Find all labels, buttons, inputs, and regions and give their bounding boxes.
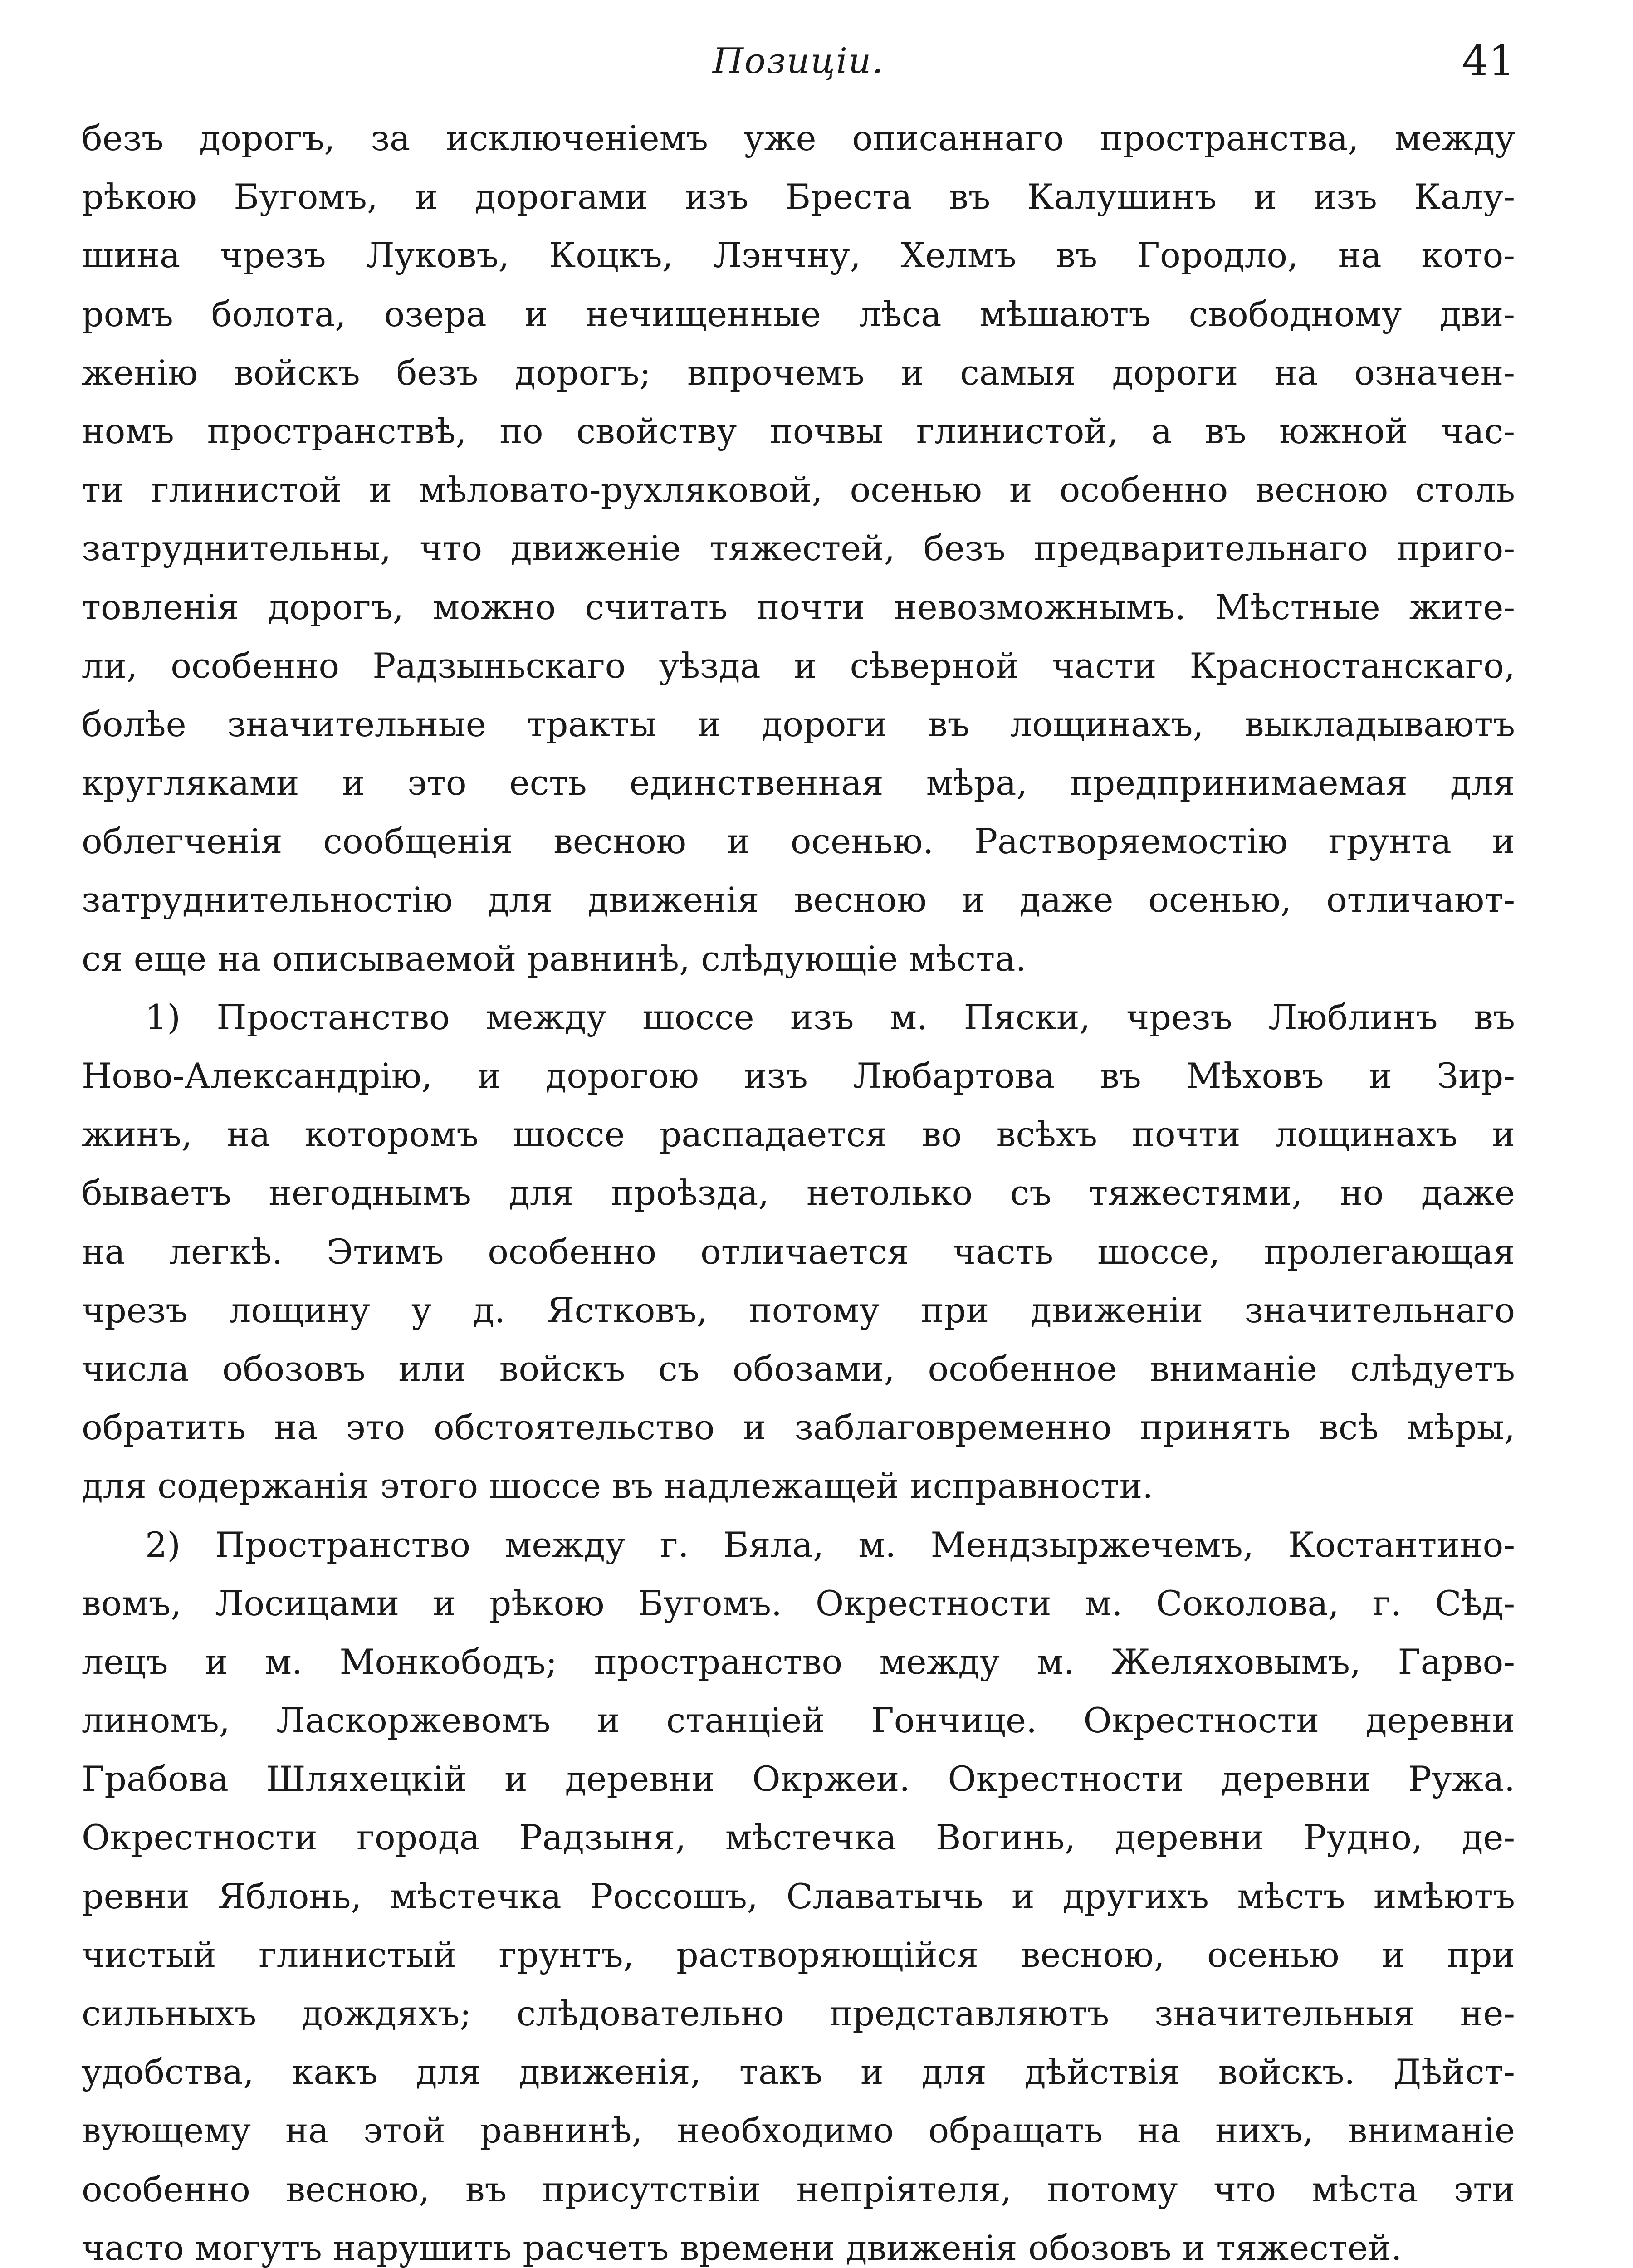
text-line: шина чрезъ Луковъ, Коцкъ, Лэнчну, Хелмъ въ Городло, на кото- <box>82 235 1515 276</box>
text-line: чрезъ лощину у д. Ястковъ, потому при движеніи значительнаго <box>82 1290 1515 1330</box>
text-line: номъ пространствѣ, по свойству почвы глинистой, а въ южной час- <box>82 411 1515 451</box>
text-line: болѣе значительные тракты и дороги въ лощинахъ, выкладываютъ <box>82 704 1515 744</box>
text-line: сильныхъ дождяхъ; слѣдовательно представляютъ значительныя не- <box>82 1993 1515 2033</box>
text-line: числа обозовъ или войскъ съ обозами, особенное вниманіе слѣдуетъ <box>82 1348 1515 1389</box>
text-line: 2) Пространство между г. Бяла, м. Мендзыржечемъ, Костантино- <box>145 1524 1515 1565</box>
text-line: ревни Яблонь, мѣстечка Россошъ, Славатычь и другихъ мѣстъ имѣютъ <box>82 1876 1515 1916</box>
text-line: Окрестности города Радзыня, мѣстечка Вогинь, деревни Рудно, де- <box>82 1817 1515 1858</box>
text-line: часто могутъ нарушить расчетъ времени движенія обозовъ и тяжестей. <box>82 2227 1402 2268</box>
text-line: обратить на это обстоятельство и заблаговременно принять всѣ мѣры, <box>82 1407 1515 1448</box>
text-line: Грабова Шляхецкій и деревни Окржеи. Окрестности деревни Ружа. <box>82 1759 1515 1799</box>
text-line: лецъ и м. Монкободъ; пространство между м. Желяховымъ, Гарво- <box>82 1641 1515 1682</box>
text-line: особенно весною, въ присутствіи непріятеля, потому что мѣста эти <box>82 2169 1515 2209</box>
text-line: безъ дорогъ, за исключеніемъ уже описаннаго пространства, между <box>82 118 1515 158</box>
text-line: на легкѣ. Этимъ особенно отличается часть шоссе, пролегающая <box>82 1231 1515 1272</box>
text-line: ти глинистой и мѣловато-рухляковой, осенью и особенно весною столь <box>82 469 1515 510</box>
body-text <box>82 109 1515 2268</box>
text-line: бываетъ негоднымъ для проѣзда, нетолько съ тяжестями, но даже <box>82 1173 1515 1213</box>
text-line: жинъ, на которомъ шоссе распадается во всѣхъ почти лощинахъ и <box>82 1114 1515 1155</box>
text-line: женію войскъ безъ дорогъ; впрочемъ и самыя дороги на означен- <box>82 352 1515 393</box>
text-line: ли, особенно Радзыньскаго уѣзда и сѣверной части Красностанскаго, <box>82 645 1515 686</box>
text-line: облегченія сообщенія весною и осенью. Растворяемостію грунта и <box>82 821 1515 862</box>
text-line: рѣкою Бугомъ, и дорогами изъ Бреста въ Калушинъ и изъ Калу- <box>82 176 1515 217</box>
text-line: ся еще на описываемой равнинѣ, слѣдующіе мѣста. <box>82 938 1027 979</box>
text-line: вующему на этой равнинѣ, необходимо обращать на нихъ, вниманіе <box>82 2110 1515 2151</box>
text-line: затруднительностію для движенія весною и даже осенью, отличают- <box>82 880 1515 920</box>
text-line: для содержанія этого шоссе въ надлежащей исправности. <box>82 1466 1154 1506</box>
running-title: Позиціи. <box>712 41 885 82</box>
text-line: 1) Простанство между шоссе изъ м. Пяски, чрезъ Люблинъ въ <box>145 997 1515 1037</box>
text-line: затруднительны, что движеніе тяжестей, безъ предварительнаго приго- <box>82 528 1515 569</box>
text-line: чистый глинистый грунтъ, растворяющійся весною, осенью и при <box>82 1934 1515 1975</box>
text-line: кругляками и это есть единственная мѣра, предпринимаемая для <box>82 763 1515 803</box>
text-line: удобства, какъ для движенія, такъ и для дѣйствія войскъ. Дѣйст- <box>82 2052 1515 2092</box>
text-line: Ново-Александрію, и дорогою изъ Любартова въ Мѣховъ и Зир- <box>82 1056 1515 1096</box>
text-line: вомъ, Лосицами и рѣкою Бугомъ. Окрестности м. Соколова, г. Сѣд- <box>82 1583 1515 1623</box>
page-number: 41 <box>1462 36 1515 85</box>
text-line: товленія дорогъ, можно считать почти невозможнымъ. Мѣстные жите- <box>82 587 1515 627</box>
page-header <box>82 32 1515 100</box>
text-line: ромъ болота, озера и нечищенные лѣса мѣшаютъ свободному дви- <box>82 293 1515 334</box>
text-line: линомъ, Ласкоржевомъ и станціей Гончице. Окрестности деревни <box>82 1700 1515 1741</box>
